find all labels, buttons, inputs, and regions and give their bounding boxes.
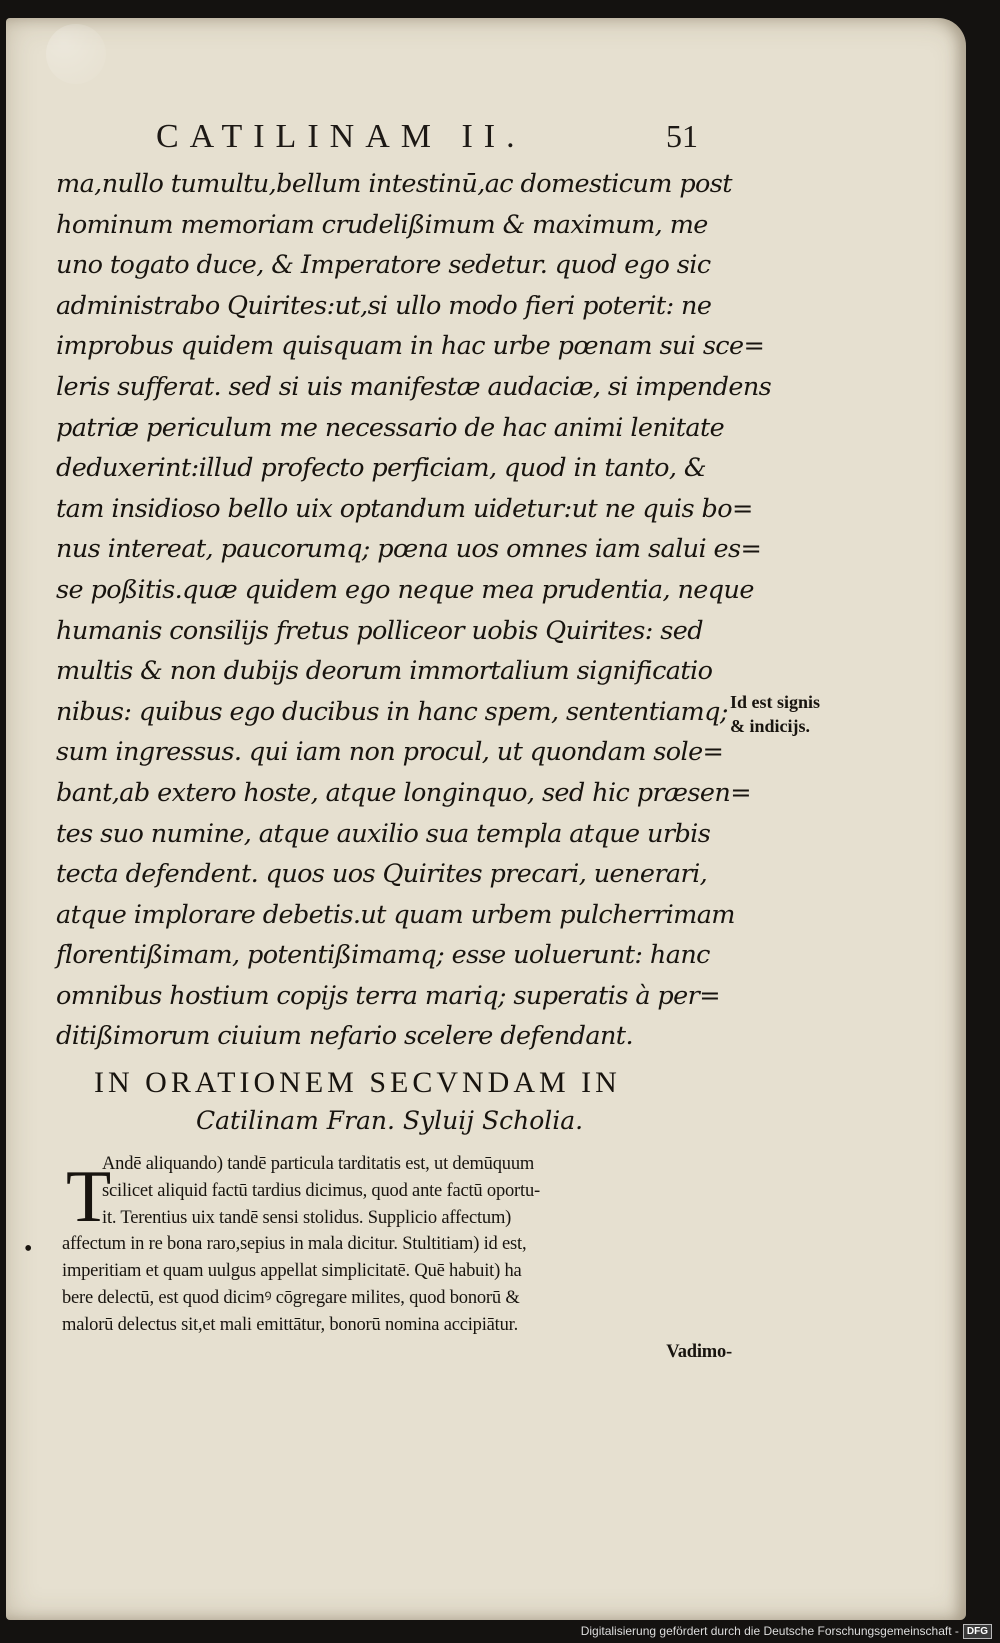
body-line: administrabo Quirites:ut,si ullo modo fieri poterit: ne [56,290,712,321]
body-line: omnibus hostium copijs terra mariq; superatis à per= [56,980,720,1011]
body-line: tam insidioso bello uix optandum uidetur:ut ne quis bo= [56,493,753,524]
margin-mark: • [24,1236,33,1262]
body-line: sum ingressus. qui iam non procul, ut quondam sole= [56,737,724,768]
body-line: humanis consilijs fretus polliceor uobis Quirites: sed [56,615,703,646]
scholia-line: Andē aliquando) tandē particula tarditatis est, ut demūquum [102,1154,535,1174]
scholia-line: bere delectū, est quod dicimꝰ cōgregare milites, quod bonorū & [62,1287,520,1308]
body-line: bant,ab extero hoste, atque longinquo, sed hic præsen= [56,777,751,808]
page-number: 51 [666,118,698,154]
page-corner-wear [46,24,106,84]
marginal-note [730,690,850,738]
body-line: hominum memoriam crudelißimum & maximum, me [56,209,708,240]
body-line: nibus: quibus ego ducibus in hanc spem, sententiamq; [56,696,728,727]
body-line: multis & non dubijs deorum immortalium significatio [56,656,713,687]
body-line: deduxerint:illud profecto perficiam, quod in tanto, & [56,453,706,484]
body-line: nus intereat, paucorumq; pœna uos omnes iam salui es= [56,534,762,565]
body-line: se poßitis.quæ quidem ego neque mea prudentia, neque [56,574,754,605]
marginal-note-line: Id est signis [730,692,821,712]
body-line: atque implorare debetis.ut quam urbem pulcherrimam [56,899,735,930]
book-page [6,18,966,1620]
body-line: patriæ periculum me necessario de hac animi lenitate [56,412,725,443]
catchword: Vadimo- [666,1341,732,1362]
dfg-logo: DFG [963,1624,992,1639]
funding-footer [581,1621,992,1641]
running-head: CATILINAM II. [156,118,526,155]
marginal-note-line: & indicijs. [730,716,811,736]
scholia-line: it. Terentius uix tandē sensi stolidus. Supplicio affectum) [102,1207,512,1228]
funding-notice: Digitalisierung gefördert durch die Deutsche Forschungsgemeinschaft - [580,1624,959,1638]
body-line: ditißimorum ciuium nefario scelere defendant. [56,1021,633,1052]
scholia-line: scilicet aliquid factū tardius dicimus, quod ante factū oportu- [102,1180,540,1201]
scholia-line: affectum in re bona raro,sepius in mala dicitur. Stultitiam) id est, [62,1234,527,1255]
body-line: tes suo numine, atque auxilio sua templa atque urbis [56,818,711,849]
body-line: florentißimam, potentißimamq; esse uoluerunt: hanc [56,940,710,971]
drop-cap: T [66,1156,112,1238]
section-heading: IN ORATIONEM SECVNDAM IN [94,1066,621,1099]
scholia-line: imperitiam et quam uulgus appellat simplicitatē. Quē habuit) ha [62,1261,522,1282]
body-line: tecta defendent. quos uos Quirites precari, uenerari, [56,859,708,890]
body-line: improbus quidem quisquam in hac urbe pœnam sui sce= [56,331,765,362]
body-line: ma,nullo tumultu,bellum intestinū,ac domesticum post [56,169,732,199]
body-line: uno togato duce, & Imperatore sedetur. quod ego sic [56,250,711,281]
section-subheading: Catilinam Fran. Syluij Scholia. [196,1106,584,1135]
scholia-text [62,1151,742,1365]
body-line: leris sufferat. sed si uis manifestæ audaciæ, si impendens [56,371,772,402]
scholia-line: malorū delectus sit,et mali emittātur, bonorū nomina accipiātur. [62,1314,519,1335]
